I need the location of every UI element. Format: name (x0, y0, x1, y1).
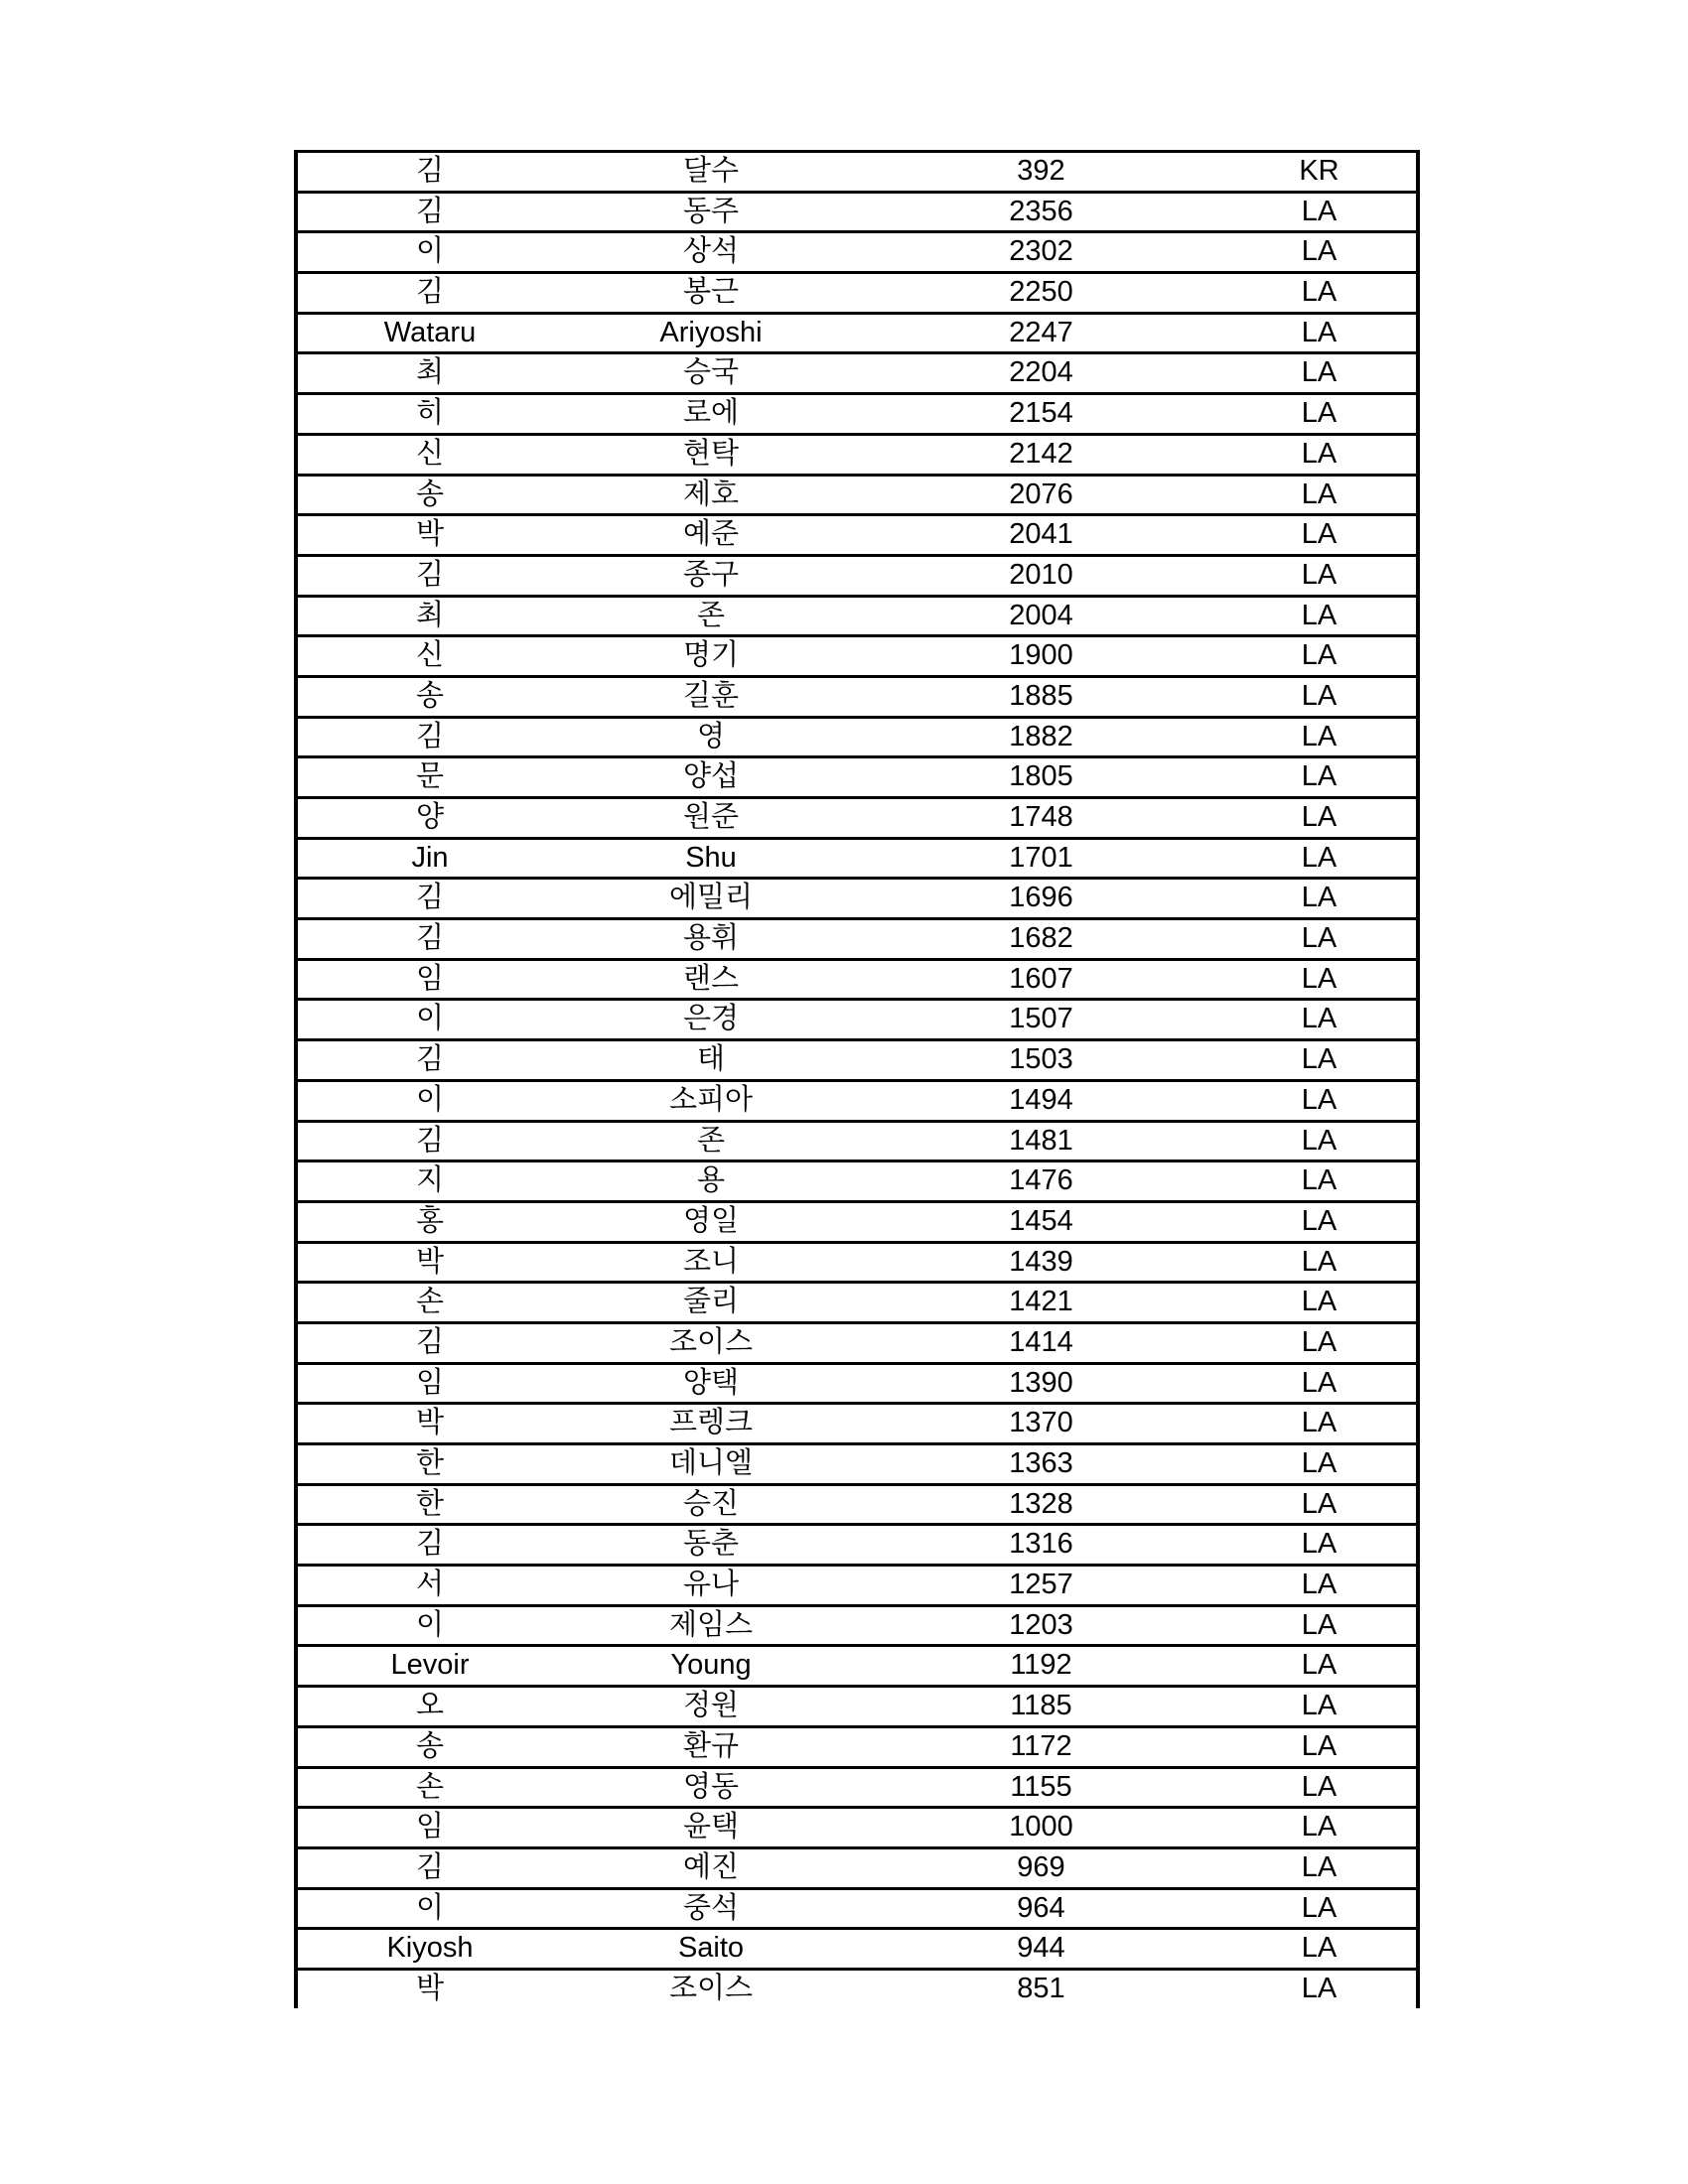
cell-first-name: 양섭 (682, 760, 740, 793)
table-row (298, 1120, 1416, 1160)
cell-last-name: 이 (415, 235, 444, 268)
cell-count: 1192 (1010, 1649, 1072, 1682)
cell-last-name: 최 (415, 599, 444, 631)
cell-last-name: 이 (415, 1891, 444, 1924)
cell-region: LA (1301, 397, 1337, 430)
cell-first-name: 현탁 (682, 437, 740, 470)
table-row (298, 1927, 1416, 1968)
cell-region: LA (1301, 760, 1337, 793)
cell-region: LA (1301, 882, 1337, 914)
cell-count: 1370 (1009, 1407, 1073, 1439)
cell-count: 964 (1017, 1891, 1065, 1924)
cell-count: 1363 (1009, 1447, 1073, 1479)
cell-last-name: 송 (415, 679, 444, 712)
table-row (298, 1362, 1416, 1403)
table-row (298, 392, 1416, 433)
cell-first-name: 종구 (682, 558, 740, 591)
cell-region: LA (1301, 1891, 1337, 1924)
cell-count: 2204 (1009, 356, 1073, 389)
table-row (298, 675, 1416, 716)
table-row (298, 191, 1416, 231)
cell-count: 1900 (1009, 639, 1073, 672)
cell-last-name: 김 (415, 155, 444, 187)
cell-region: LA (1301, 962, 1337, 995)
cell-region: LA (1301, 922, 1337, 955)
cell-first-name: Young (670, 1649, 752, 1682)
cell-count: 1507 (1009, 1003, 1073, 1035)
cell-count: 1421 (1009, 1286, 1073, 1318)
cell-last-name: Wataru (383, 316, 477, 348)
cell-first-name: Saito (677, 1932, 745, 1965)
cell-first-name: Ariyoshi (659, 316, 763, 348)
cell-last-name: 한 (415, 1487, 444, 1520)
cell-last-name: 김 (415, 1528, 444, 1561)
cell-first-name: 제임스 (668, 1608, 754, 1641)
cell-last-name: 김 (415, 882, 444, 914)
table-row (298, 554, 1416, 595)
table-row (298, 595, 1416, 635)
cell-region: LA (1301, 841, 1337, 874)
cell-count: 1805 (1009, 760, 1073, 793)
cell-count: 1185 (1010, 1690, 1072, 1722)
cell-region: LA (1301, 1729, 1337, 1762)
table-row (298, 1402, 1416, 1442)
cell-first-name: 예준 (682, 518, 740, 551)
cell-last-name: 김 (415, 1850, 444, 1883)
cell-region: LA (1301, 1850, 1337, 1883)
cell-last-name: 손 (415, 1770, 444, 1803)
cell-last-name: 지 (415, 1164, 444, 1197)
table-row (298, 513, 1416, 554)
cell-region: KR (1299, 155, 1339, 187)
cell-first-name: 중석 (682, 1891, 740, 1924)
cell-first-name: 승국 (682, 356, 740, 389)
cell-last-name: 이 (415, 1083, 444, 1116)
cell-first-name: 달수 (682, 155, 740, 187)
cell-region: LA (1301, 518, 1337, 551)
cell-region: LA (1301, 599, 1337, 631)
cell-first-name: 소피아 (668, 1083, 754, 1116)
cell-last-name: 문 (415, 760, 444, 793)
table-row (298, 1806, 1416, 1846)
cell-last-name: 송 (415, 1729, 444, 1762)
cell-count: 1454 (1009, 1204, 1073, 1237)
cell-count: 1155 (1010, 1770, 1072, 1803)
cell-count: 1503 (1009, 1043, 1073, 1076)
table-row (298, 634, 1416, 675)
cell-last-name: 양 (415, 801, 444, 833)
cell-last-name: 김 (415, 1043, 444, 1076)
cell-region: LA (1301, 1245, 1337, 1278)
cell-count: 2142 (1009, 437, 1073, 470)
table-row (298, 1564, 1416, 1604)
table-row (298, 1523, 1416, 1564)
cell-region: LA (1301, 235, 1337, 268)
cell-count: 1316 (1009, 1528, 1073, 1561)
table-row (298, 1725, 1416, 1766)
cell-count: 1390 (1009, 1366, 1073, 1399)
cell-region: LA (1301, 356, 1337, 389)
cell-count: 2076 (1009, 478, 1073, 510)
table-row (298, 958, 1416, 999)
table-row (298, 1968, 1416, 2008)
table-row (298, 796, 1416, 837)
cell-count: 1000 (1009, 1811, 1073, 1843)
cell-count: 1414 (1009, 1325, 1073, 1358)
cell-first-name: 윤택 (682, 1811, 740, 1843)
cell-last-name: 임 (415, 1811, 444, 1843)
cell-first-name: 태 (696, 1043, 725, 1076)
cell-count: 1203 (1009, 1608, 1073, 1641)
cell-region: LA (1301, 1164, 1337, 1197)
cell-region: LA (1301, 1487, 1337, 1520)
cell-first-name: 유나 (682, 1569, 740, 1601)
cell-region: LA (1301, 1770, 1337, 1803)
cell-last-name: 송 (415, 478, 444, 510)
table-row (298, 1604, 1416, 1645)
cell-first-name: 영 (696, 720, 725, 752)
cell-region: LA (1301, 1003, 1337, 1035)
cell-first-name: 용 (696, 1164, 725, 1197)
cell-region: LA (1301, 558, 1337, 591)
cell-region: LA (1301, 276, 1337, 309)
cell-region: LA (1301, 195, 1337, 227)
table-row (298, 150, 1416, 191)
table-row (298, 230, 1416, 271)
cell-last-name: Jin (411, 841, 449, 874)
cell-count: 2010 (1009, 558, 1073, 591)
cell-first-name: 랜스 (682, 962, 740, 995)
data-table (294, 150, 1420, 2008)
cell-last-name: 최 (415, 356, 444, 389)
cell-last-name: 임 (415, 1366, 444, 1399)
table-row (298, 1038, 1416, 1079)
cell-count: 1494 (1009, 1083, 1073, 1116)
cell-region: LA (1301, 316, 1337, 348)
cell-last-name: 서 (415, 1569, 444, 1601)
cell-region: LA (1301, 1528, 1337, 1561)
cell-region: LA (1301, 1690, 1337, 1722)
cell-first-name: 환규 (682, 1729, 740, 1762)
table-row (298, 1281, 1416, 1321)
table-row (298, 312, 1416, 352)
cell-last-name: 김 (415, 720, 444, 752)
table-row (298, 1079, 1416, 1120)
cell-count: 2041 (1009, 518, 1073, 551)
cell-region: LA (1301, 1083, 1337, 1116)
table-row (298, 1321, 1416, 1362)
cell-count: 1696 (1009, 882, 1073, 914)
cell-last-name: 김 (415, 558, 444, 591)
cell-count: 1882 (1009, 720, 1073, 752)
table-row (298, 1483, 1416, 1524)
cell-first-name: 동춘 (682, 1528, 740, 1561)
table-row (298, 1200, 1416, 1241)
cell-region: LA (1301, 1325, 1337, 1358)
cell-region: LA (1301, 478, 1337, 510)
cell-first-name: 줄리 (682, 1286, 740, 1318)
cell-region: LA (1301, 1972, 1337, 2004)
cell-last-name: 이 (415, 1608, 444, 1641)
cell-count: 1328 (1009, 1487, 1073, 1520)
cell-count: 944 (1017, 1932, 1065, 1965)
table-row (298, 877, 1416, 917)
table-row (298, 998, 1416, 1038)
table-row (298, 1644, 1416, 1685)
cell-last-name: 박 (415, 518, 444, 551)
table-row (298, 917, 1416, 958)
cell-count: 1257 (1009, 1569, 1073, 1601)
cell-count: 392 (1017, 155, 1065, 187)
cell-first-name: 존 (696, 1124, 725, 1157)
cell-first-name: 양택 (682, 1366, 740, 1399)
table-row (298, 351, 1416, 392)
cell-region: LA (1301, 720, 1337, 752)
cell-count: 1172 (1010, 1729, 1072, 1762)
cell-first-name: 봉근 (682, 276, 740, 309)
cell-region: LA (1301, 1204, 1337, 1237)
cell-first-name: 영동 (682, 1770, 740, 1803)
cell-count: 1748 (1009, 801, 1073, 833)
cell-first-name: 에밀리 (668, 882, 754, 914)
cell-first-name: 길훈 (682, 679, 740, 712)
cell-last-name: 박 (415, 1245, 444, 1278)
cell-first-name: 조니 (682, 1245, 740, 1278)
cell-first-name: 조이스 (668, 1325, 754, 1358)
table-row (298, 1442, 1416, 1483)
cell-last-name: 임 (415, 962, 444, 995)
cell-count: 1885 (1009, 679, 1073, 712)
table-row (298, 1685, 1416, 1725)
cell-first-name: 존 (696, 599, 725, 631)
cell-last-name: 김 (415, 276, 444, 309)
cell-first-name: Shu (685, 841, 737, 874)
cell-count: 851 (1017, 1972, 1065, 2004)
table-row (298, 271, 1416, 312)
cell-region: LA (1301, 801, 1337, 833)
cell-first-name: 예진 (682, 1850, 740, 1883)
table-row (298, 716, 1416, 756)
cell-region: LA (1301, 1124, 1337, 1157)
cell-region: LA (1301, 1366, 1337, 1399)
table-row (298, 755, 1416, 796)
cell-count: 969 (1017, 1850, 1065, 1883)
cell-last-name: 신 (415, 437, 444, 470)
cell-count: 1701 (1009, 841, 1073, 874)
cell-first-name: 제호 (682, 478, 740, 510)
cell-first-name: 상석 (682, 235, 740, 268)
cell-region: LA (1301, 1569, 1337, 1601)
cell-region: LA (1301, 1043, 1337, 1076)
table-row (298, 1241, 1416, 1282)
cell-count: 1439 (1009, 1245, 1073, 1278)
cell-last-name: 박 (415, 1407, 444, 1439)
cell-first-name: 프렝크 (668, 1407, 754, 1439)
cell-region: LA (1301, 437, 1337, 470)
cell-last-name: 한 (415, 1447, 444, 1479)
cell-first-name: 은경 (682, 1003, 740, 1035)
cell-last-name: 김 (415, 1325, 444, 1358)
cell-count: 2004 (1009, 599, 1073, 631)
table-row (298, 1160, 1416, 1200)
cell-count: 2302 (1009, 235, 1073, 268)
table-row (298, 1846, 1416, 1887)
table-row (298, 1766, 1416, 1807)
cell-count: 2356 (1009, 195, 1073, 227)
cell-region: LA (1301, 639, 1337, 672)
cell-region: LA (1301, 1811, 1337, 1843)
cell-count: 1476 (1009, 1164, 1073, 1197)
cell-first-name: 원준 (682, 801, 740, 833)
cell-last-name: 김 (415, 195, 444, 227)
cell-region: LA (1301, 1608, 1337, 1641)
cell-count: 1682 (1009, 922, 1073, 955)
cell-last-name: 신 (415, 639, 444, 672)
cell-first-name: 용휘 (682, 922, 740, 955)
cell-last-name: 김 (415, 1124, 444, 1157)
cell-count: 2247 (1009, 316, 1073, 348)
cell-first-name: 명기 (682, 639, 740, 672)
cell-count: 2250 (1009, 276, 1073, 309)
cell-last-name: 손 (415, 1286, 444, 1318)
cell-last-name: 히 (415, 397, 444, 430)
cell-count: 1481 (1009, 1124, 1073, 1157)
cell-count: 1607 (1009, 962, 1073, 995)
cell-first-name: 데니엘 (668, 1447, 754, 1479)
table-row (298, 474, 1416, 514)
cell-last-name: Kiyosh (386, 1932, 474, 1965)
cell-first-name: 승진 (682, 1487, 740, 1520)
cell-last-name: 김 (415, 922, 444, 955)
cell-first-name: 정원 (682, 1690, 740, 1722)
cell-last-name: Levoir (390, 1649, 470, 1682)
cell-region: LA (1301, 1286, 1337, 1318)
cell-last-name: 이 (415, 1003, 444, 1035)
cell-count: 2154 (1009, 397, 1073, 430)
cell-first-name: 영일 (682, 1204, 740, 1237)
cell-region: LA (1301, 1932, 1337, 1965)
cell-first-name: 조이스 (668, 1972, 754, 2004)
cell-last-name: 박 (415, 1972, 444, 2004)
cell-region: LA (1301, 679, 1337, 712)
table-row (298, 837, 1416, 878)
cell-region: LA (1301, 1649, 1337, 1682)
cell-last-name: 홍 (415, 1204, 444, 1237)
table-row (298, 433, 1416, 474)
cell-last-name: 오 (415, 1690, 444, 1722)
table-row (298, 1887, 1416, 1928)
cell-region: LA (1301, 1447, 1337, 1479)
cell-first-name: 로에 (682, 397, 740, 430)
cell-first-name: 동주 (682, 195, 740, 227)
cell-region: LA (1301, 1407, 1337, 1439)
